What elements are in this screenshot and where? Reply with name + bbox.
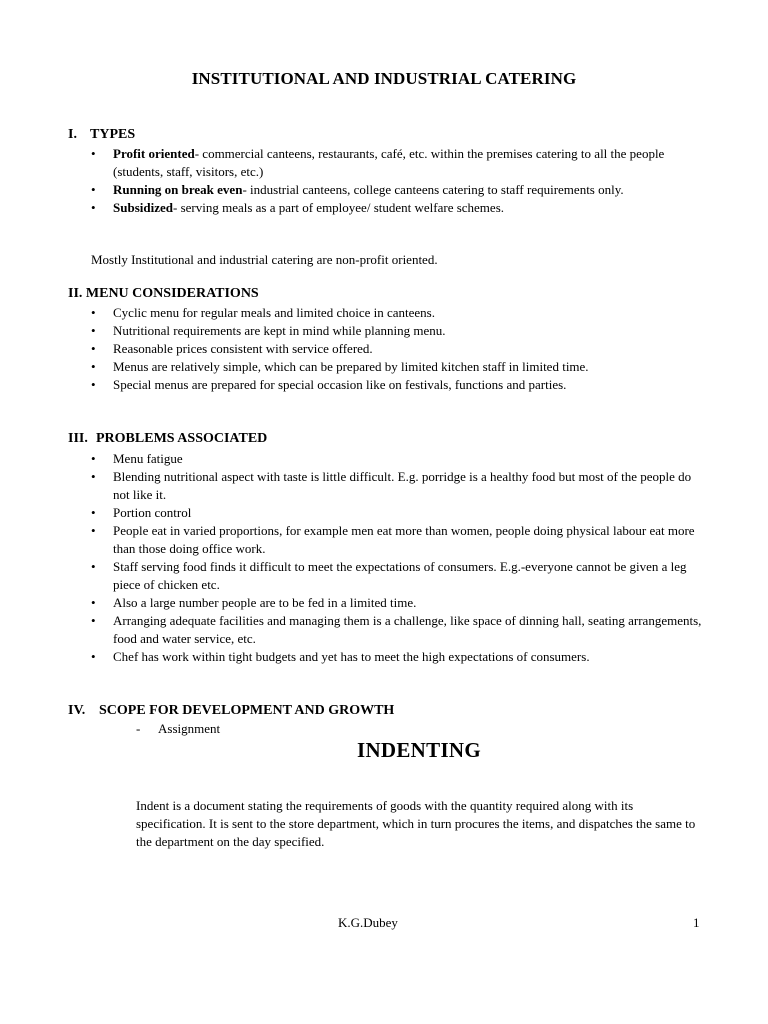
list-item: • Chef has work within tight budgets and yet has to meet the high expectations of consumers.	[89, 648, 703, 666]
scope-assignment: Assignment	[158, 721, 221, 736]
indenting-heading: INDENTING	[356, 738, 482, 762]
section-types-heading	[68, 127, 135, 143]
list-item: • Subsidized- serving meals as a part of employee/ student welfare schemes.	[89, 199, 699, 217]
list-item: • Reasonable prices consistent with service offered.	[89, 340, 699, 358]
footer-author: K.G.Dubey	[338, 915, 398, 930]
page-number: 1	[693, 915, 700, 930]
list-item: • Nutritional requirements are kept in mind while planning menu.	[89, 322, 699, 340]
list-item: • Arranging adequate facilities and managing them is a challenge, like space of dinning hall, seating arrangements, food and water service, etc.	[89, 612, 703, 648]
section-title: TYPES	[90, 127, 136, 142]
section-number: I.	[68, 127, 77, 142]
list-item: • Running on break even- industrial canteens, college canteens catering to staff requirements only.	[89, 181, 699, 199]
section-number: III.	[68, 431, 88, 446]
section-number: IV.	[68, 703, 86, 718]
list-item: • Menus are relatively simple, which can be prepared by limited kitchen staff in limited time.	[89, 358, 699, 376]
list-item: • Menu fatigue	[89, 450, 703, 468]
document-title: INSTITUTIONAL AND INDUSTRIAL CATERING	[191, 69, 577, 88]
section-title: PROBLEMS ASSOCIATED	[96, 431, 268, 446]
list-item: • People eat in varied proportions, for example men eat more than women, people doing physical labour eat more than those doing office work.	[89, 522, 703, 558]
list-item: • Blending nutritional aspect with taste is little difficult. E.g. porridge is a healthy food but most of the people do not like it.	[89, 468, 703, 504]
section-problems-heading	[68, 431, 267, 447]
menu-considerations-list	[89, 304, 699, 394]
list-item: • Cyclic menu for regular meals and limited choice in canteens.	[89, 304, 699, 322]
list-item: • Special menus are prepared for special occasion like on festivals, functions and parties.	[89, 376, 699, 394]
section-menu-heading: II. MENU CONSIDERATIONS	[68, 286, 259, 301]
list-item: • Profit oriented- commercial canteens, restaurants, café, etc. within the premises catering to all the people (students, staff, visitors, etc.)	[89, 145, 699, 181]
types-note: Mostly Institutional and industrial catering are non-profit oriented.	[91, 252, 438, 267]
list-item: • Staff serving food finds it difficult to meet the expectations of consumers. E.g.-everyone cannot be given a leg piece of chicken etc.	[89, 558, 703, 594]
section-scope-heading	[68, 703, 394, 719]
problems-list	[89, 450, 703, 666]
list-item: • Portion control	[89, 504, 703, 522]
indenting-paragraph: Indent is a document stating the requirements of goods with the quantity required along with its specification. It is sent to the store department, which in turn procures the items, and dispatches the same to the department on the day specified.	[136, 798, 696, 849]
scope-dash: -	[136, 721, 141, 736]
section-title: SCOPE FOR DEVELOPMENT AND GROWTH	[99, 703, 395, 718]
list-item: • Also a large number people are to be fed in a limited time.	[89, 594, 703, 612]
types-list	[89, 145, 699, 217]
